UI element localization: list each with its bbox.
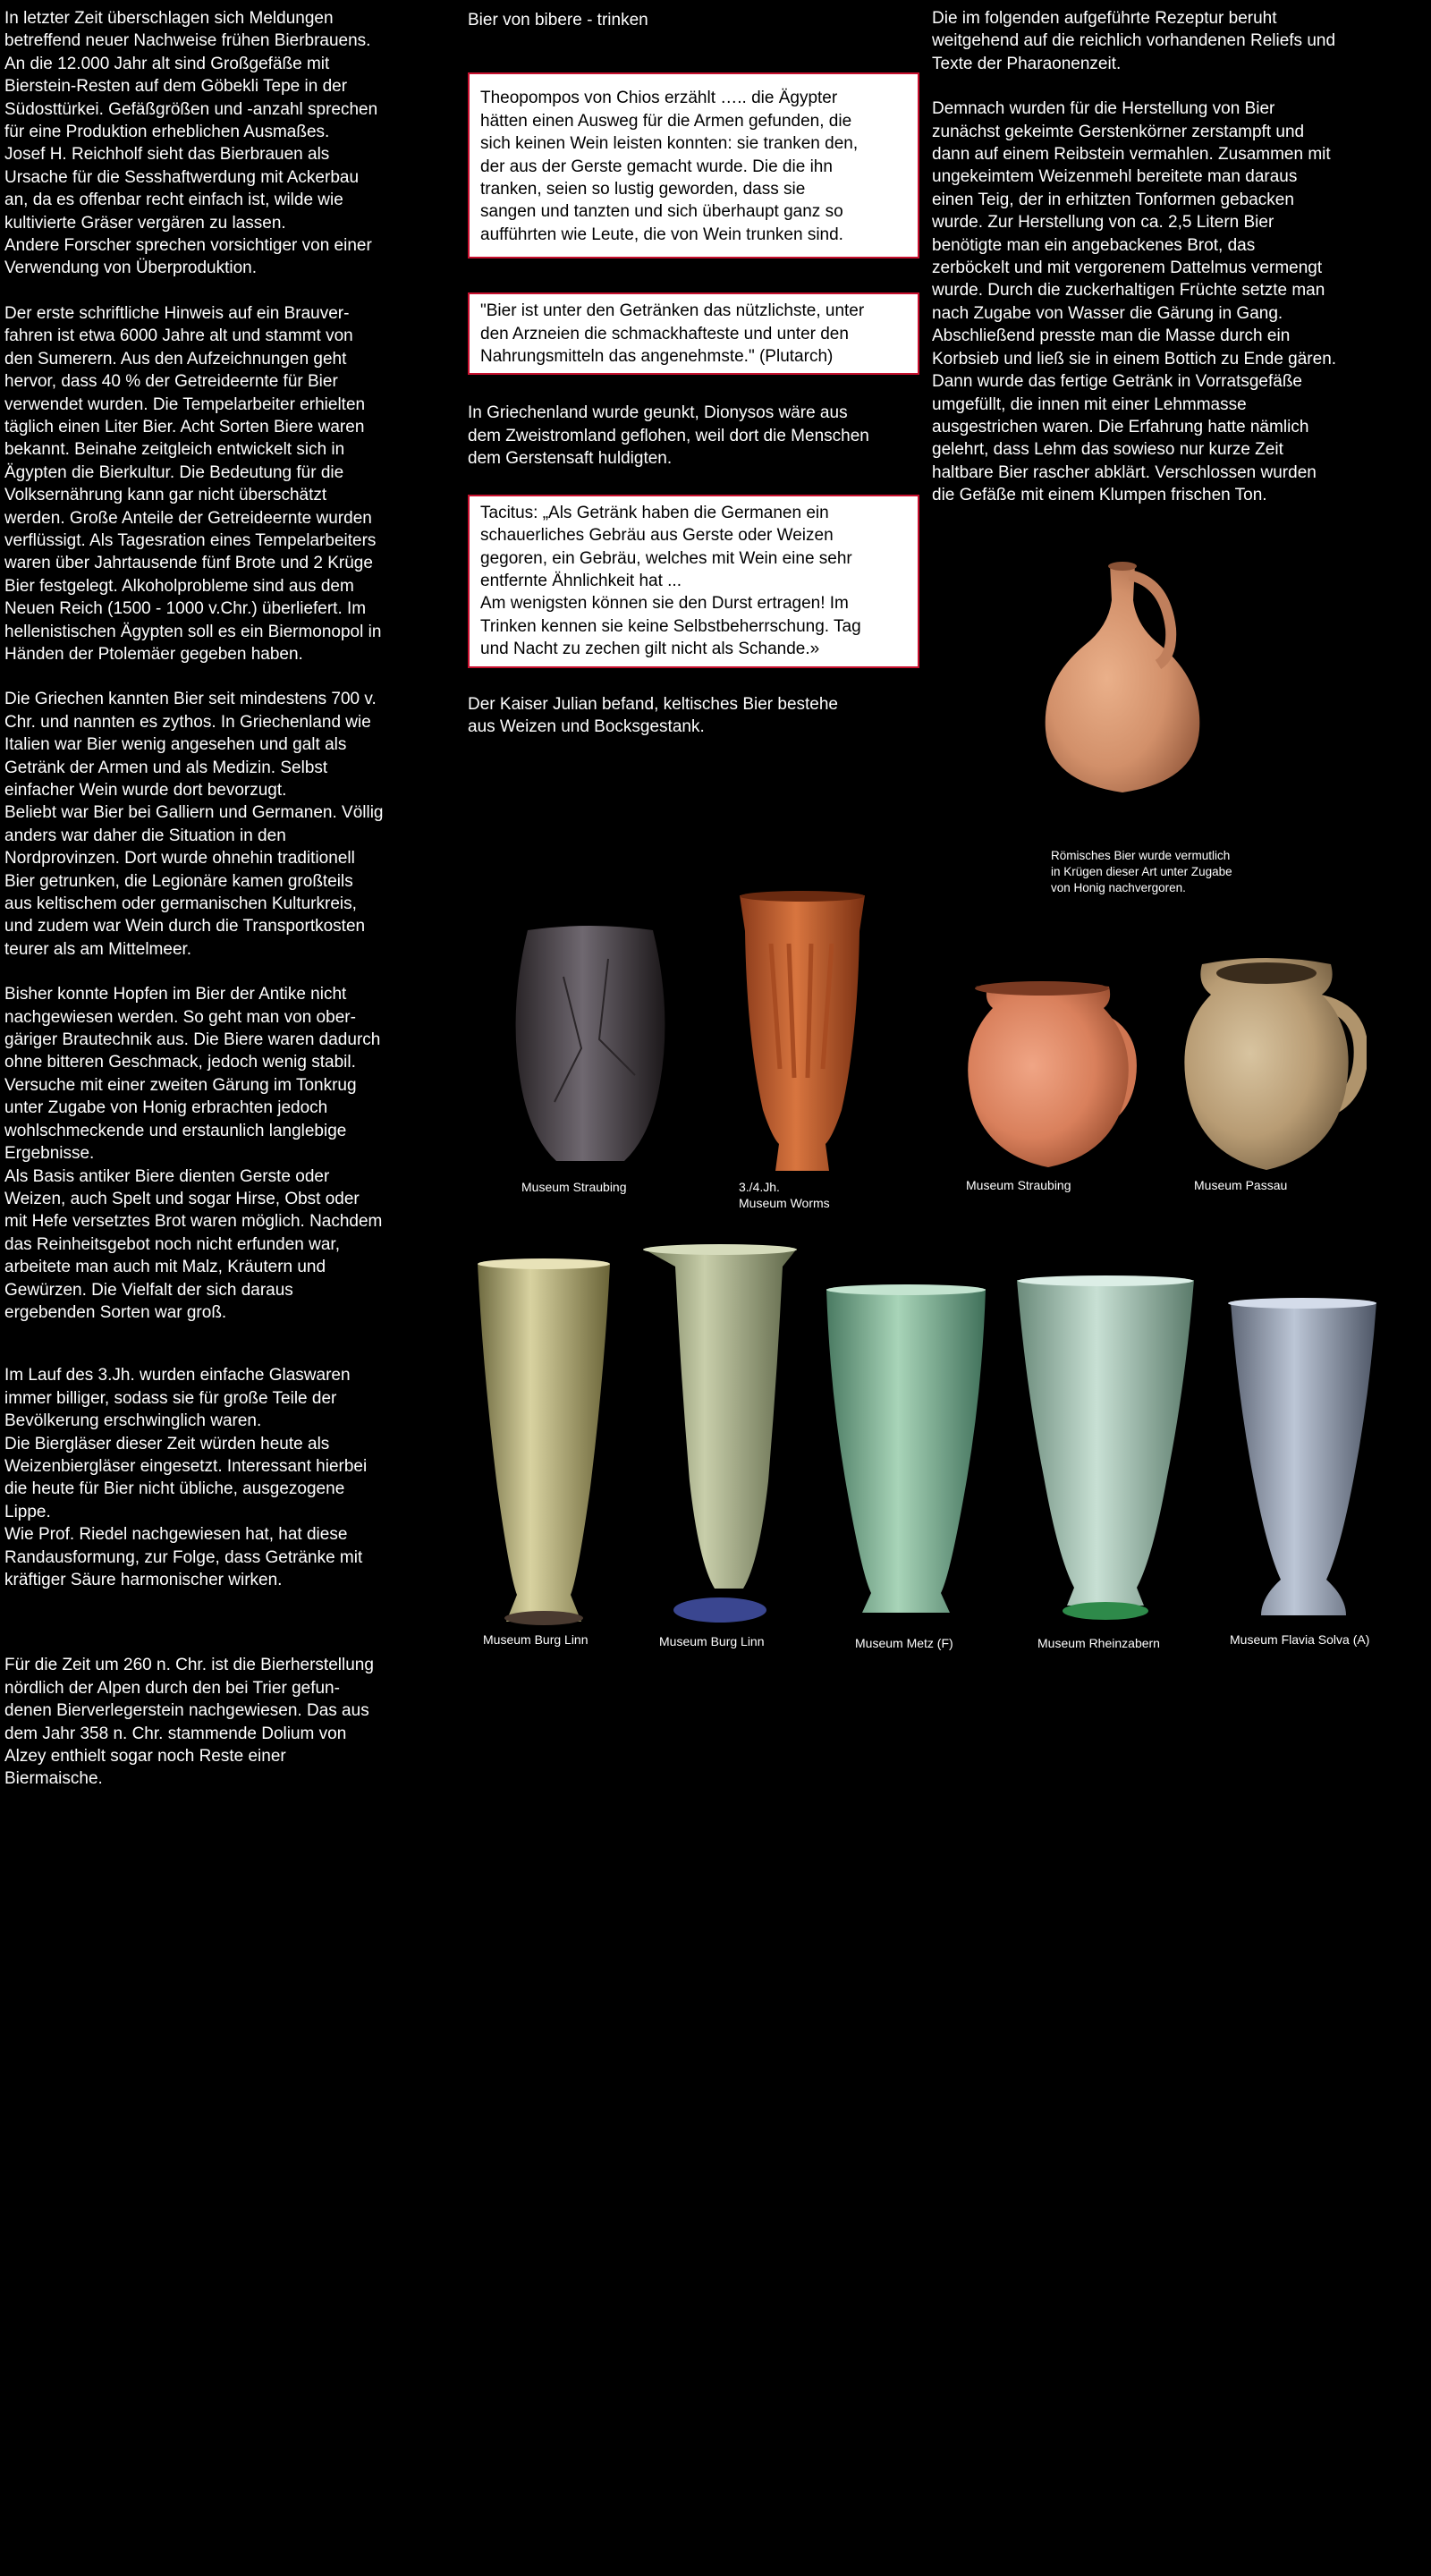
paragraph-rezeptur: Die im folgenden aufgeführte Rezeptur beruht weitgehend auf die reichlich vorhandenen Reliefs und Texte der Pharaonenzeit.	[932, 9, 1336, 73]
ceramic-pot-beige	[1170, 955, 1367, 1174]
quote-box-tacitus: Tacitus: „Als Getränk haben die Germanen ein schauerliches Gebräu aus Gerste oder Weizen gegoren, ein Gebräu, welches mit Wein eine sehr entfernte Ähnlichkeit hat ... Am wenigsten können sie den Durst ertragen! Im Trinken kennen sie keine Selbstbeherrschung. Tag und Nacht zu zechen gilt nicht als Schande.»	[468, 495, 919, 668]
paragraph-trier: Für die Zeit um 260 n. Chr. ist die Bierherstellung nördlich der Alpen durch den bei Trier gefun- denen Bierverlegerstein nachgewiesen. Das aus dem Jahr 358 n. Chr. stammende Dolium von Alzey enthielt sogar noch Reste einer Biermaische.	[4, 1656, 374, 1789]
ceramic-vessel-dark	[510, 923, 671, 1174]
paragraph-griechen: Die Griechen kannten Bier seit mindestens 700 v. Chr. und nannten es zythos. In Griechenland wie Italien war Bier wenig angesehen und galt als Getränk der Armen und als Medizin. Selbst einfacher Wein wurde dort bevorzugt. Beliebt war Bier bei Galliern und Germanen. Völlig anders war daher die Situation in den Nordprovinzen. Dort wurde ohnehin traditionell Bier getrunken, die Legionäre kamen großteils aus keltischem oder germanischen Kulturkreis, und zudem war Wein durch die Transportkosten teurer als am Mittelmeer.	[4, 690, 384, 959]
paragraph-julian: Der Kaiser Julian befand, keltisches Bier bestehe aus Weizen und Bocksgestank.	[468, 694, 839, 736]
caption-glass-1: Museum Burg Linn	[483, 1632, 588, 1647]
ceramic-beaker-red	[735, 890, 869, 1176]
caption-glass-2: Museum Burg Linn	[659, 1634, 765, 1648]
paragraph-glaswaren: Im Lauf des 3.Jh. wurden einfache Glaswaren immer billiger, sodass sie für große Teile der Bevölkerung erschwinglich waren. Die Biergläser dieser Zeit würden heute als Weizenbiergläser eingesetzt. Interessant hierbei die heute für Bier nicht übliche, ausgezogene Lippe. Wie Prof. Riedel nachgewiesen hat, hat diese Randausformung, zur Folge, dass Getränke mit kräftiger Säure harmonischer wirken.	[4, 1366, 368, 1589]
paragraph-sumerer: Der erste schriftliche Hinweis auf ein Brauver- fahren ist etwa 6000 Jahre alt und stammt von den Sumerern. Aus den Aufzeichnungen geht hervor, dass 40 % der Getreideernte für Bier verwendet wurden. Die Tempelarbeiter erhielten täglich einen Liter Bier. Acht Sorten Biere waren bekannt. Beinahe zeitgleich entwickelt sich in Ägypten die Bierkultur. Die Bedeutung für die Volksernährung kann gar nicht überschätzt werden. Große Anteile der Getreideernte wurden verflüssigt. Als Tagesration eines Tempelarbeiters waren über Jahrtausende fünf Brote und 2 Krüge Bier festgelegt. Alkoholprobleme sind aus dem Neuen Reich (1500 - 1000 v.Chr.) überliefert. Im hellenistischen Ägypten soll es ein Biermonopol in Händen der Ptolemäer gegeben haben.	[4, 303, 382, 664]
caption-glass-4: Museum Rheinzabern	[1037, 1636, 1160, 1650]
jug-caption: Römisches Bier wurde vermutlich in Krügen dieser Art unter Zugabe von Honig nachvergoren.	[1051, 849, 1232, 894]
roman-jug-image	[1033, 559, 1212, 801]
ceramic-pot-handle	[948, 979, 1145, 1172]
paragraph-goebekli: In letzter Zeit überschlagen sich Meldungen betreffend neuer Nachweise frühen Bierbrauens. An die 12.000 Jahr alt sind Großgefäße mit Bierstein-Resten auf dem Göbekli Tepe in der Südosttürkei. Gefäßgrößen und -anzahl sprechen für eine Produktion erheblichen Ausmaßes. Josef H. Reichholf sieht das Bierbrauen als Ursache für die Sesshaftwerdung mit Ackerbau an, da es offenbar recht einfach ist, wilde wie kultivierte Gräser vergären zu lassen. Andere Forscher sprechen vorsichtiger von einer Verwendung von Überproduktion.	[4, 9, 378, 278]
quote-box-plutarch: "Bier ist unter den Getränken das nützlichste, unter den Arzneien die schmackhafteste und unter den Nahrungsmitteln das angenehmste." (Plutarch)	[468, 292, 919, 375]
caption-ceramic-1: Museum Straubing	[521, 1180, 627, 1194]
caption-ceramic-2: 3./4.Jh. Museum Worms	[739, 1180, 830, 1210]
glass-beaker-pale-green	[1014, 1275, 1198, 1628]
glass-beaker-blue-grey	[1224, 1297, 1380, 1628]
glass-beaker-green	[821, 1284, 991, 1628]
paragraph-dionysos: In Griechenland wurde geunkt, Dionysos wäre aus dem Zweistromland geflohen, weil dort die Menschen dem Gerstensaft huldigten.	[468, 403, 869, 469]
caption-ceramic-3: Museum Straubing	[966, 1178, 1071, 1192]
glass-beaker-green-blue-foot	[639, 1243, 800, 1628]
glass-beaker-yellow	[472, 1257, 615, 1628]
left-column	[4, 7, 432, 1813]
right-column	[932, 7, 1397, 530]
caption-glass-5: Museum Flavia Solva (A)	[1230, 1632, 1370, 1647]
paragraph-herstellung: Demnach wurden für die Herstellung von Bier zunächst gekeimte Gerstenkörner zerstampft und dann auf einem Reibstein vermahlen. Zusammen mit ungekeimtem Weizenmehl bereitete man daraus einen Teig, der in erhitzten Tonformen gebacken wurde. Zur Herstellung von ca. 2,5 Litern Bier benötigte man ein angebackenes Brot, das zerböckelt und mit vergorenem Dattelmus vermengt wurde. Durch die zuckerhaltigen Früchte setzte man nach Zugabe von Wasser die Gärung in Gang. Abschließend presste man die Masse durch ein Korbsieb und ließ sie in einem Bottich zu Ende gären. Dann wurde das fertige Getränk in Vorratsgefäße umgefüllt, die innen mit einer Lehmmasse ausgestrichen waren. Die Erfahrung hatte nämlich gelehrt, dass Lehm das sowieso nur kurze Zeit haltbare Bier rascher abklärt. Verschlossen wurden die Gefäße mit einem Klumpen frischen Ton.	[932, 99, 1337, 505]
caption-glass-3: Museum Metz (F)	[855, 1636, 953, 1650]
middle-column	[468, 9, 919, 760]
quote-box-theopompos: Theopompos von Chios erzählt ….. die Ägypter hätten einen Ausweg für die Armen gefunden, die sich keinen Wein leisten konnten: sie tranken den, der aus der Gerste gemacht wurde. Die die ihn tranken, seien so lustig geworden, dass sie sangen und tanzten und sich überhaupt ganz so aufführten wie Leute, die von Wein trunken sind.	[468, 72, 919, 258]
paragraph-hopfen: Bisher konnte Hopfen im Bier der Antike nicht nachgewiesen werden. So geht man von ober- gäriger Brautechnik aus. Die Biere waren dadurch ohne bitteren Geschmack, jedoch wenig stabil. Versuche mit einer zweiten Gärung im Tonkrug unter Zugabe von Honig erbrachten jedoch wohlschmeckende und erstaunlich langlebige Ergebnisse. Als Basis antiker Biere dienten Gerste oder Weizen, auch Spelt und sogar Hirse, Obst oder mit Hefe versetztes Brot waren möglich. Nachdem das Reinheitsgebot noch nicht erfunden war, arbeitete man auch mit Malz, Kräutern und Gewürzen. Die Vielfalt der sich daraus ergebenden Sorten war groß.	[4, 985, 383, 1322]
caption-ceramic-4: Museum Passau	[1194, 1178, 1288, 1192]
page-title: Bier von bibere - trinken	[468, 11, 648, 30]
